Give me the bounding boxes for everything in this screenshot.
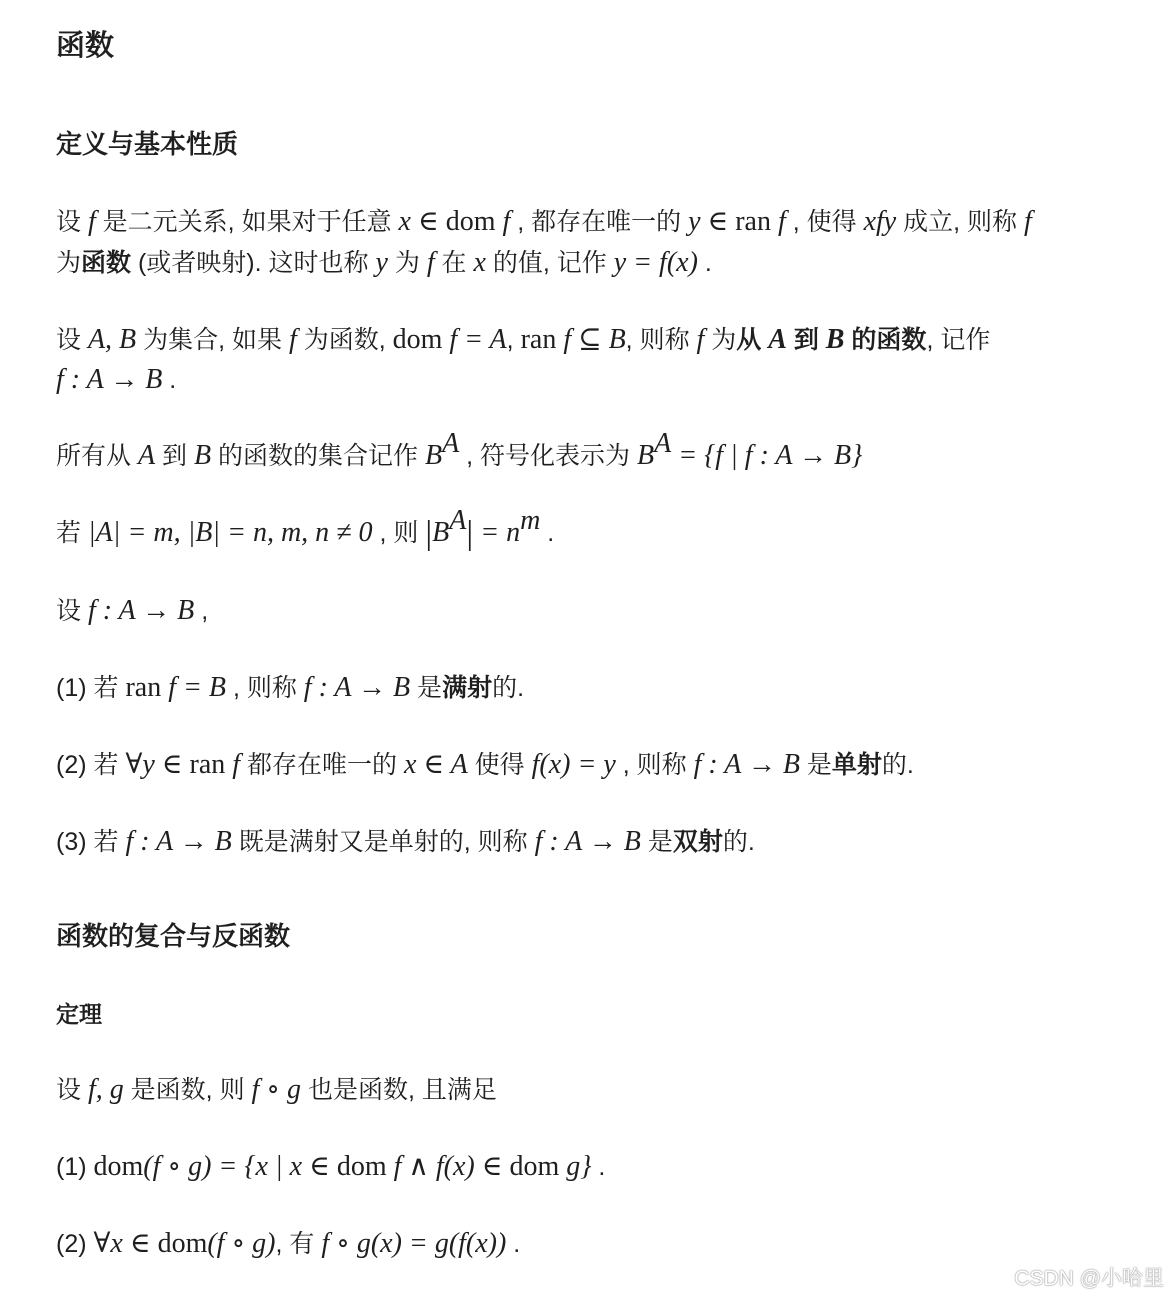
- paragraph-function-from-a-to-b-line2: [56, 360, 1132, 400]
- theorem-item-domain: [56, 1147, 1132, 1187]
- math: |: [425, 515, 433, 552]
- text: ,: [194, 597, 209, 625]
- section-heading-composition: 函数的复合与反函数: [56, 921, 291, 951]
- math: f = A: [442, 324, 507, 355]
- math: ∈: [700, 206, 736, 237]
- math: dom: [445, 206, 496, 237]
- math: = n: [473, 517, 521, 548]
- math: A: [137, 440, 156, 471]
- math: f: [426, 247, 435, 278]
- math: B: [193, 440, 212, 471]
- bold-term: 的函数: [844, 326, 927, 354]
- math: ∀x ∈: [93, 1228, 158, 1259]
- paragraph-function-definition-line1: [56, 202, 1132, 242]
- math: f: [495, 206, 511, 237]
- math: dom: [336, 1151, 387, 1182]
- math-superscript: A: [654, 428, 672, 459]
- math: f : A → B: [87, 595, 195, 626]
- page-title: 函数: [56, 30, 115, 62]
- text: 是: [410, 674, 443, 702]
- text: 的函数的集合记作: [211, 442, 425, 470]
- math: ran: [125, 672, 162, 703]
- list-item-bijection: [56, 822, 1132, 862]
- math: f ∘ g(x) = g(f(x)): [321, 1228, 507, 1259]
- bold-term: 函数: [81, 249, 132, 277]
- math: |A| = m, |B| = n, m, n ≠ 0: [87, 517, 373, 548]
- paragraph-function-from-a-to-b-line1: [56, 320, 1132, 360]
- math: A, B: [87, 324, 137, 355]
- bold-math: A: [768, 324, 787, 355]
- text: 也是函数, 且满足: [301, 1076, 497, 1104]
- text: 设: [56, 326, 88, 354]
- text: 所有从: [56, 442, 138, 470]
- text: (或者映射). 这时也称: [131, 249, 376, 277]
- math: ran: [189, 749, 226, 780]
- text: 为函数,: [296, 326, 393, 354]
- text: 的.: [722, 828, 755, 856]
- text: .: [591, 1153, 606, 1181]
- math: f : A → B: [125, 826, 232, 857]
- math: = {f | f : A → B}: [671, 440, 863, 471]
- text: 的值, 记作: [485, 249, 614, 277]
- text: 设: [56, 1076, 88, 1104]
- math: (f ∘ g) = {x | x ∈: [143, 1151, 337, 1182]
- math: f : A → B: [534, 826, 641, 857]
- math: f: [288, 324, 297, 355]
- math: f ∘ g: [251, 1074, 302, 1105]
- math: ran: [735, 206, 771, 237]
- theorem-item-value: [56, 1224, 1132, 1264]
- text: , 使得: [785, 208, 864, 236]
- paragraph-let-f: [56, 591, 1132, 631]
- paragraph-function-set: [56, 428, 1132, 476]
- math: ran: [520, 324, 557, 355]
- list-item-injection: [56, 745, 1132, 785]
- text: (3) 若: [56, 828, 126, 856]
- text: .: [540, 519, 555, 547]
- text: .: [697, 249, 712, 277]
- bold-term: 满射: [442, 674, 493, 702]
- math: f : A → B: [303, 672, 411, 703]
- bold-math: B: [825, 324, 845, 355]
- section-heading-definition: 定义与基本性质: [56, 129, 239, 159]
- text: ,: [506, 326, 521, 354]
- math: B: [432, 517, 450, 548]
- bold-term: 从: [736, 326, 769, 354]
- math: f: [1024, 206, 1032, 237]
- math: dom: [157, 1228, 208, 1259]
- text: , 则: [372, 519, 426, 547]
- math: f ⊆ B: [556, 324, 626, 355]
- math: f, g: [87, 1074, 124, 1105]
- text: 成立, 则称: [896, 208, 1025, 236]
- math: y: [375, 247, 388, 278]
- math: f : A → B: [56, 364, 163, 395]
- subsection-heading-theorem: 定理: [56, 1001, 102, 1027]
- math: f = B: [161, 672, 226, 703]
- text: .: [162, 366, 177, 394]
- text: 为: [56, 249, 82, 277]
- text: 的.: [492, 674, 525, 702]
- text: , 则称: [615, 751, 694, 779]
- text: , 有: [275, 1230, 322, 1258]
- math-superscript: A: [442, 428, 460, 459]
- math: f: [225, 749, 241, 780]
- math: f : A → B: [693, 749, 800, 780]
- text: , 记作: [926, 326, 991, 354]
- text: 设: [56, 208, 88, 236]
- text: , 都存在唯一的: [510, 208, 689, 236]
- text: 若: [56, 519, 88, 547]
- math: B: [637, 440, 655, 471]
- math: dom: [93, 1151, 144, 1182]
- text: 是二元关系, 如果对于任意: [95, 208, 399, 236]
- paragraph-cardinality: [56, 505, 1132, 554]
- text: , 符号化表示为: [459, 442, 637, 470]
- text: 是: [640, 828, 673, 856]
- math: xfy: [863, 206, 897, 237]
- math: B: [424, 440, 443, 471]
- math-superscript: m: [520, 505, 541, 536]
- bold-term: 单射: [831, 751, 882, 779]
- text: 为集合, 如果: [136, 326, 289, 354]
- math: y: [688, 206, 701, 237]
- math: g}: [559, 1151, 592, 1182]
- text: 在: [434, 249, 474, 277]
- text: (2) 若: [56, 751, 126, 779]
- text: .: [506, 1230, 521, 1258]
- math: ∀y ∈: [125, 749, 190, 780]
- text: (2): [56, 1230, 94, 1258]
- math: x: [398, 206, 411, 237]
- math: (f ∘ g): [207, 1228, 276, 1259]
- math: dom: [509, 1151, 560, 1182]
- math: dom: [392, 324, 443, 355]
- bold-term: 双射: [672, 828, 723, 856]
- text: 为: [704, 326, 737, 354]
- math: f ∧ f(x) ∈: [386, 1151, 510, 1182]
- math: f(x) = y: [531, 749, 616, 780]
- text: 既是满射又是单射的, 则称: [231, 828, 535, 856]
- math-superscript: A: [449, 505, 467, 536]
- bold-term: 到: [786, 326, 826, 354]
- math: f: [771, 206, 786, 237]
- text: , 则称: [625, 326, 697, 354]
- text: (1): [56, 1153, 94, 1181]
- text: 是函数, 则: [123, 1076, 252, 1104]
- math: x: [473, 247, 486, 278]
- math: f: [87, 206, 96, 237]
- text: 到: [155, 442, 194, 470]
- text: 使得: [467, 751, 532, 779]
- math: ∈: [410, 206, 446, 237]
- text: 是: [799, 751, 832, 779]
- text: 为: [387, 249, 427, 277]
- text: 设: [56, 597, 88, 625]
- math: y = f(x): [613, 247, 698, 278]
- math: f: [696, 324, 705, 355]
- paragraph-composition-theorem: [56, 1070, 1132, 1110]
- text: , 则称: [226, 674, 304, 702]
- math: x ∈ A: [403, 749, 468, 780]
- paragraph-function-definition-line2: [56, 243, 1132, 283]
- csdn-watermark: CSDN @小哈里: [1014, 1267, 1164, 1290]
- list-item-surjection: [56, 668, 1132, 708]
- text: (1) 若: [56, 674, 126, 702]
- text: 都存在唯一的: [240, 751, 404, 779]
- text: 的.: [881, 751, 914, 779]
- math: |: [466, 515, 474, 552]
